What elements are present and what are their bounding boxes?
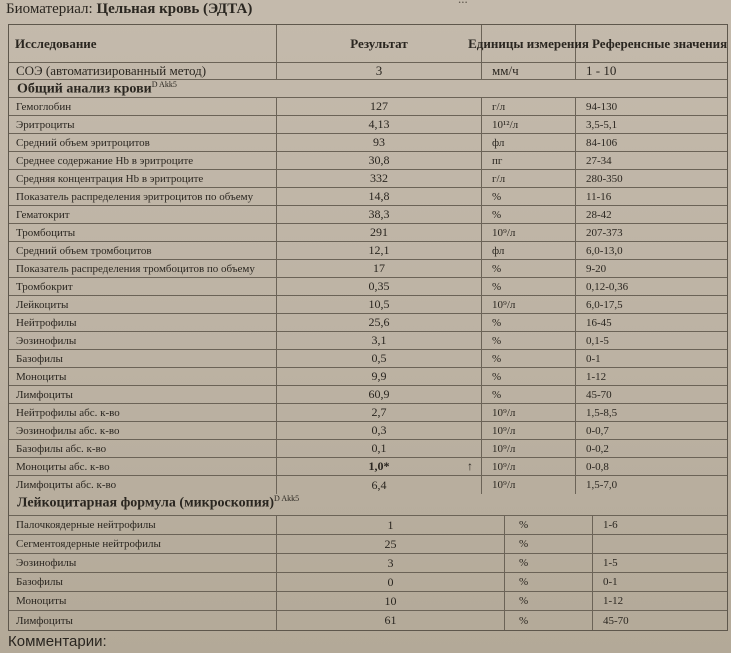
- test-name-text: Лимфоциты: [16, 388, 73, 401]
- unit-value: [482, 134, 576, 151]
- unit-value: [482, 458, 576, 475]
- result-value-text: 0,1: [371, 441, 387, 455]
- table-row: [9, 278, 727, 296]
- section-formula-title: [9, 494, 299, 515]
- unit-value: [482, 170, 576, 187]
- test-name-text: Базофилы: [16, 576, 63, 588]
- unit-value: [482, 242, 576, 259]
- test-name: [9, 476, 277, 494]
- unit-value: [505, 611, 593, 630]
- unit-value-text: %: [492, 388, 502, 401]
- reference-value-text: 0,12-0,36: [586, 280, 629, 293]
- test-name-text: Показатель распределения тромбоцитов по объему: [16, 262, 255, 275]
- test-name-text: Сегментоядерные нейтрофилы: [16, 538, 161, 550]
- result-value-text: 10,5: [368, 297, 390, 311]
- test-name-text: Эозинофилы: [16, 334, 77, 347]
- section-formula-tag: D Akk5: [274, 494, 300, 503]
- col-header-reference: Референсные значения: [592, 35, 728, 51]
- unit-value: [482, 260, 576, 277]
- unit-value: [482, 206, 576, 223]
- result-value-text: 30,8: [368, 153, 390, 167]
- test-name-text: Гемоглобин: [16, 100, 72, 113]
- unit-value: [505, 554, 593, 572]
- test-name: [9, 260, 277, 277]
- reference-value: [576, 350, 727, 367]
- table-row: [9, 350, 727, 368]
- unit-value: [505, 516, 593, 534]
- result-value-text: 332: [370, 171, 388, 185]
- result-value: [277, 516, 505, 534]
- unit-value-text: %: [492, 280, 502, 293]
- reference-value: [576, 116, 727, 133]
- soe-row: [9, 63, 727, 80]
- table-row: [9, 206, 727, 224]
- result-value-text: 17: [373, 261, 385, 275]
- result-value-text: 0: [387, 574, 394, 589]
- reference-value: [576, 278, 727, 295]
- test-name: [9, 573, 277, 591]
- reference-value-text: 207-373: [586, 226, 623, 239]
- unit-value-text: %: [492, 190, 502, 203]
- unit-value: [482, 296, 576, 313]
- result-value: [277, 458, 482, 475]
- test-name: [9, 242, 277, 259]
- table-row: [9, 134, 727, 152]
- table-row: [9, 516, 727, 535]
- test-name: [9, 188, 277, 205]
- unit-value-text: 10⁹/л: [492, 226, 516, 239]
- reference-value: [576, 134, 727, 151]
- table-row: [9, 242, 727, 260]
- result-value: [277, 206, 482, 223]
- unit-value-text: пг: [492, 154, 503, 167]
- table-row: [9, 224, 727, 242]
- result-value-text: 25: [384, 536, 397, 551]
- result-value-text: 12,1: [368, 243, 390, 257]
- result-value: [277, 535, 505, 553]
- reference-value-text: 1-12: [603, 595, 624, 607]
- unit-value: [482, 224, 576, 241]
- cbc-rows: [9, 98, 727, 494]
- result-value-text: 291: [370, 225, 388, 239]
- section-formula-row: [9, 494, 727, 516]
- reference-value: [576, 404, 727, 421]
- unit-value: [482, 314, 576, 331]
- reference-value-text: 3,5-5,1: [586, 118, 618, 131]
- test-name: [9, 116, 277, 133]
- result-value-text: 1: [387, 517, 394, 532]
- unit-value-text: г/л: [492, 100, 506, 113]
- test-name-text: Средний объем эритроцитов: [16, 136, 150, 149]
- reference-value-text: 84-106: [586, 136, 618, 149]
- unit-value-text: %: [519, 519, 529, 531]
- test-name: [9, 152, 277, 169]
- table-row: [9, 332, 727, 350]
- section-formula-label: Лейкоцитарная формула (микроскопия): [17, 495, 274, 511]
- test-name: [9, 592, 277, 610]
- reference-value: [576, 98, 727, 115]
- test-name: [9, 314, 277, 331]
- unit-value: [482, 386, 576, 403]
- unit-value-text: %: [492, 352, 502, 365]
- reference-value-text: 16-45: [586, 316, 612, 329]
- test-name-text: Показатель распределения эритроцитов по объему: [16, 190, 254, 203]
- reference-value: [576, 152, 727, 169]
- test-name: [9, 440, 277, 457]
- test-name-text: Нейтрофилы: [16, 316, 77, 329]
- reference-value-text: 0-0,2: [586, 442, 609, 455]
- result-value: [277, 242, 482, 259]
- soe-result: 3: [277, 63, 482, 79]
- result-value: [277, 476, 482, 494]
- result-value: [277, 314, 482, 331]
- result-value: [277, 170, 482, 187]
- unit-value-text: 10⁹/л: [492, 442, 516, 455]
- table-row: [9, 314, 727, 332]
- reference-value-text: 0-0,7: [586, 424, 609, 437]
- section-cbc-tag: D Akk5: [151, 80, 177, 89]
- unit-value-text: %: [492, 334, 502, 347]
- reference-value-text: 6,0-17,5: [586, 298, 623, 311]
- biomaterial-value: Цельная кровь (ЭДТА): [96, 1, 253, 17]
- reference-value: [593, 592, 727, 610]
- test-name: [9, 554, 277, 572]
- result-value: [277, 386, 482, 403]
- test-name: [9, 422, 277, 439]
- unit-value-text: фл: [492, 244, 505, 257]
- unit-value-text: фл: [492, 136, 505, 149]
- result-value-text: 0,35: [368, 279, 390, 293]
- unit-value-text: %: [492, 370, 502, 383]
- unit-value-text: %: [519, 576, 529, 588]
- reference-value: [576, 296, 727, 313]
- table-row: [9, 188, 727, 206]
- reference-value: [576, 224, 727, 241]
- table-row: [9, 296, 727, 314]
- unit-value-text: %: [519, 538, 529, 550]
- unit-value-text: 10⁹/л: [492, 298, 516, 311]
- result-value-text: 3: [387, 555, 394, 570]
- unit-value-text: %: [519, 557, 529, 569]
- test-name: [9, 224, 277, 241]
- unit-value-text: 10⁹/л: [492, 406, 516, 419]
- test-name-text: Моноциты: [16, 370, 67, 383]
- unit-value-text: %: [519, 614, 529, 627]
- reference-value: [593, 535, 727, 553]
- test-name-text: Палочкоядерные нейтрофилы: [16, 519, 156, 531]
- reference-value-text: 28-42: [586, 208, 612, 221]
- test-name: [9, 404, 277, 421]
- test-name: [9, 611, 277, 630]
- unit-value: [505, 573, 593, 591]
- test-name: [9, 296, 277, 313]
- reference-value: [593, 611, 727, 630]
- reference-value: [576, 206, 727, 223]
- reference-value: [576, 386, 727, 403]
- test-name: [9, 535, 277, 553]
- unit-value: [482, 440, 576, 457]
- biomaterial-line: [6, 1, 252, 18]
- result-value: [277, 296, 482, 313]
- table-row: [9, 592, 727, 611]
- col-header-units: Единицы измерения: [482, 25, 576, 62]
- reference-value-text: 0-1: [603, 576, 618, 588]
- reference-value-text: 0-0,8: [586, 460, 609, 473]
- result-value: [277, 134, 482, 151]
- test-name-text: Базофилы абс. к-во: [16, 442, 107, 455]
- unit-value: [482, 422, 576, 439]
- reference-value-text: 45-70: [586, 388, 612, 401]
- result-value-text: 10: [384, 593, 397, 608]
- result-value-text: 38,3: [368, 207, 390, 221]
- table-row: [9, 170, 727, 188]
- test-name: [9, 516, 277, 534]
- unit-value: [482, 188, 576, 205]
- result-value-text: 9,9: [371, 369, 387, 383]
- test-name-text: Нейтрофилы абс. к-во: [16, 406, 120, 419]
- test-name-text: Эозинофилы абс. к-во: [16, 424, 120, 437]
- reference-value-text: 45-70: [603, 614, 629, 627]
- reference-value: [576, 314, 727, 331]
- result-value: [277, 332, 482, 349]
- result-value: [277, 116, 482, 133]
- reference-value-text: 27-34: [586, 154, 612, 167]
- table-row: [9, 404, 727, 422]
- test-name-text: Тромбокрит: [16, 280, 73, 293]
- test-name-text: Тромбоциты: [16, 226, 76, 239]
- reference-value: [576, 260, 727, 277]
- soe-unit: мм/ч: [482, 63, 576, 79]
- result-value: [277, 152, 482, 169]
- table-row: [9, 535, 727, 554]
- table-row: [9, 260, 727, 278]
- soe-name: СОЭ (автоматизированный метод): [9, 63, 277, 79]
- unit-value-text: 10⁹/л: [492, 460, 516, 473]
- table-row: [9, 116, 727, 134]
- reference-value-text: 1,5-7,0: [586, 479, 618, 491]
- reference-value: [576, 476, 727, 494]
- result-value: [277, 404, 482, 421]
- table-row: [9, 440, 727, 458]
- reference-value: [576, 368, 727, 385]
- high-flag-arrow-icon: ↑: [467, 459, 473, 473]
- table-row: [9, 554, 727, 573]
- result-value-text: 25,6: [368, 315, 390, 329]
- test-name: [9, 458, 277, 475]
- reference-value: [576, 242, 727, 259]
- result-value: [277, 422, 482, 439]
- section-cbc-label: Общий анализ крови: [17, 81, 152, 97]
- reference-value-text: 1-6: [603, 519, 618, 531]
- test-name: [9, 386, 277, 403]
- reference-value: [593, 516, 727, 534]
- table-row: [9, 611, 727, 630]
- col-header-result: Результат: [277, 25, 482, 62]
- unit-value-text: г/л: [492, 172, 506, 185]
- result-value: [277, 368, 482, 385]
- result-value: [277, 573, 505, 591]
- reference-value-text: 1-12: [586, 370, 607, 383]
- result-value-text: 3,1: [371, 333, 387, 347]
- reference-value-text: 1-5: [603, 557, 618, 569]
- result-value: [277, 554, 505, 572]
- test-name: [9, 170, 277, 187]
- result-value-text: 93: [373, 135, 385, 149]
- test-name: [9, 134, 277, 151]
- table-row: [9, 458, 727, 476]
- table-row: [9, 573, 727, 592]
- col-header-test: Исследование: [9, 25, 277, 62]
- reference-value: [576, 332, 727, 349]
- test-name: [9, 278, 277, 295]
- reference-value-text: 11-16: [586, 190, 612, 203]
- reference-value-text: 94-130: [586, 100, 618, 113]
- result-value-text: 2,7: [371, 405, 387, 419]
- result-value-text: 127: [370, 99, 388, 113]
- test-name-text: Средняя концентрация Hb в эритроците: [16, 172, 204, 185]
- biomaterial-label: Биоматериал:: [6, 1, 93, 17]
- unit-value-text: %: [492, 208, 502, 221]
- results-table: [8, 24, 728, 631]
- test-name-text: Лимфоциты абс. к-во: [16, 479, 117, 491]
- test-name-text: Среднее содержание Hb в эритроците: [16, 154, 194, 167]
- unit-value: [482, 404, 576, 421]
- section-cbc-row: [9, 80, 727, 98]
- test-name-text: Средний объем тромбоцитов: [16, 244, 152, 257]
- reference-value-text: 6,0-13,0: [586, 244, 623, 257]
- soe-ref: 1 - 10: [586, 63, 617, 78]
- reference-value: [576, 422, 727, 439]
- unit-value-text: 10⁹/л: [492, 479, 516, 491]
- unit-value: [482, 98, 576, 115]
- test-name-text: Моноциты: [16, 595, 67, 607]
- test-name: [9, 98, 277, 115]
- reference-value: [576, 170, 727, 187]
- result-value: [277, 592, 505, 610]
- test-name-text: Эритроциты: [16, 118, 75, 131]
- reference-value: [593, 554, 727, 572]
- test-name-text: Гематокрит: [16, 208, 70, 221]
- table-row: [9, 368, 727, 386]
- result-value-text: 61: [384, 613, 397, 627]
- unit-value: [482, 368, 576, 385]
- result-value-text: 1,0*: [368, 459, 390, 473]
- reference-value: [576, 458, 727, 475]
- result-value-text: 0,3: [371, 423, 387, 437]
- result-value-text: 60,9: [368, 387, 390, 401]
- result-value: [277, 278, 482, 295]
- unit-value: [482, 116, 576, 133]
- unit-value: [482, 332, 576, 349]
- result-value-text: 0,5: [371, 351, 387, 365]
- formula-rows: [9, 516, 727, 630]
- unit-value-text: %: [492, 316, 502, 329]
- test-name: [9, 206, 277, 223]
- table-row: [9, 386, 727, 404]
- test-name-text: Базофилы: [16, 352, 63, 365]
- cut-off-text: [458, 0, 468, 7]
- unit-value: [482, 278, 576, 295]
- unit-value-text: %: [519, 595, 529, 607]
- unit-value: [482, 152, 576, 169]
- result-value: [277, 350, 482, 367]
- reference-value-text: 1,5-8,5: [586, 406, 618, 419]
- reference-value-text: 0-1: [586, 352, 601, 365]
- table-row: [9, 98, 727, 116]
- unit-value-text: 10¹²/л: [492, 118, 519, 131]
- reference-value: [593, 573, 727, 591]
- unit-value: [482, 350, 576, 367]
- result-value: [277, 188, 482, 205]
- unit-value: [505, 535, 593, 553]
- result-value: [277, 224, 482, 241]
- test-name: [9, 332, 277, 349]
- reference-value: [576, 188, 727, 205]
- reference-value-text: 280-350: [586, 172, 623, 185]
- test-name: [9, 350, 277, 367]
- table-header-row: [9, 25, 727, 63]
- reference-value: [576, 440, 727, 457]
- result-value: [277, 440, 482, 457]
- result-value-text: 4,13: [368, 117, 390, 131]
- unit-value: [505, 592, 593, 610]
- result-value-text: 14,8: [368, 189, 390, 203]
- result-value: [277, 260, 482, 277]
- table-row: [9, 422, 727, 440]
- result-value: [277, 98, 482, 115]
- result-value-text: 6,4: [371, 477, 387, 492]
- unit-value-text: %: [492, 262, 502, 275]
- reference-value-text: 0,1-5: [586, 334, 609, 347]
- unit-value: [482, 476, 576, 494]
- section-cbc-title: [9, 80, 177, 97]
- test-name-text: Эозинофилы: [16, 557, 77, 569]
- test-name: [9, 368, 277, 385]
- unit-value-text: 10⁹/л: [492, 424, 516, 437]
- comments-label: Комментарии:: [8, 633, 107, 650]
- test-name-text: Моноциты абс. к-во: [16, 460, 110, 473]
- table-row: [9, 476, 727, 494]
- table-row: [9, 152, 727, 170]
- test-name-text: Лейкоциты: [16, 298, 69, 311]
- reference-value-text: 9-20: [586, 262, 607, 275]
- test-name-text: Лимфоциты: [16, 614, 73, 627]
- result-value: [277, 611, 505, 630]
